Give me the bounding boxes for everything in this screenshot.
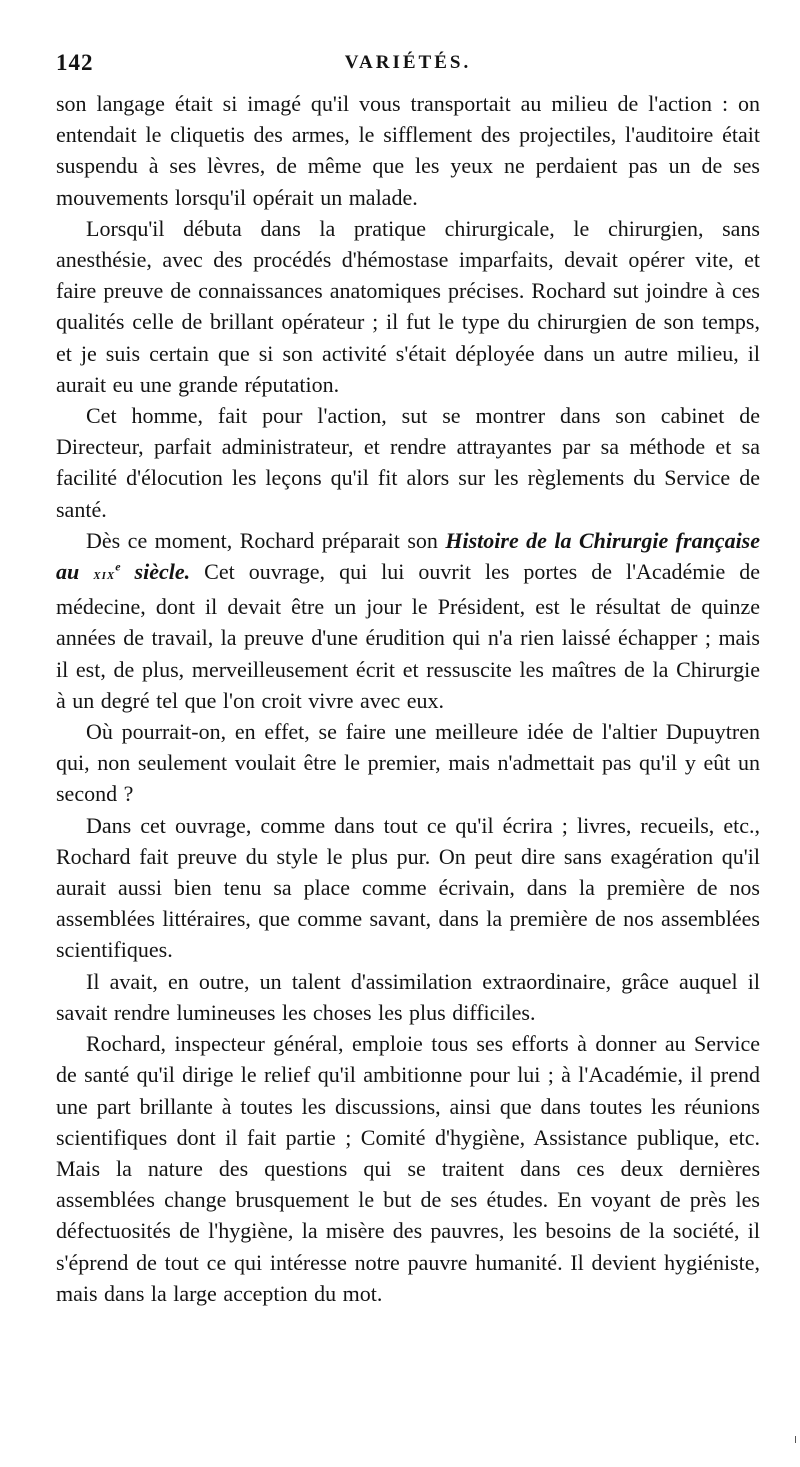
paragraph-2: Lorsqu'il débuta dans la pratique chirurgicale, le chirurgien, sans anesthésie, avec des procédés d'hémostase imparfaits, devait opérer vite, et faire preuve de connaissances anatomiques précises. Rochard sut joindre à ces qualités celle de brillant opérateur ; il fut le type du chirurgien de son temps, et je suis certain que si son activité s'était déployée dans un autre milieu, il aurait eu une grande réputation. [56, 215, 760, 397]
page-number: 142 [56, 50, 94, 75]
paragraph-4-rest: Cet ouvrage, qui lui ouvrit les portes de l'Académie de médecine, dont il devait être un jour le Président, est le résultat de quinze années de travail, la preuve d'une érudition qui n'a rien laissé échapper ; mais il est, de plus, merveilleusement écrit et ressuscite les maîtres de la Chirurgie à un degré tel que l'on croit vivre avec eux. [56, 559, 760, 713]
book-page [56, 50, 760, 1309]
running-head: VARIÉTÉS. [344, 52, 472, 73]
paragraph-1: son langage était si imagé qu'il vous transportait au milieu de l'action : on entendait le cliquetis des armes, le sifflement des projectiles, l'auditoire était suspendu à ses lèvres, de même que les yeux ne perdaient pas un de ses mouvements lorsqu'il opérait un malade. [56, 91, 760, 210]
paragraph-7: Il avait, en outre, un talent d'assimilation extraordinaire, grâce auquel il savait rendre lumineuses les choses les plus difficiles. [56, 968, 760, 1025]
book-title-start: Histoire de la Chirurgie française au [56, 527, 761, 585]
page-header [56, 50, 760, 84]
paragraph-4 [56, 525, 760, 716]
book-title-end: siècle. [120, 559, 191, 585]
margin-mark [795, 1436, 796, 1443]
book-title-century-sup: e [115, 559, 121, 574]
paragraph-4-intro: Dès ce moment, Rochard préparait son [86, 527, 446, 553]
book-title-century: xix [93, 567, 116, 584]
paragraph-3: Cet homme, fait pour l'action, sut se montrer dans son cabinet de Directeur, parfait administrateur, et rendre attrayantes par sa méthode et sa facilité d'élocution les leçons qu'il fit alors sur les règlements du Service de santé. [56, 403, 760, 522]
paragraph-8: Rochard, inspecteur général, emploie tous ses efforts à donner au Service de santé qu'il dirige le relief qu'il ambitionne pour lui ; à l'Académie, il prend une part brillante à toutes les discussions, ainsi que dans toutes les réunions scientifiques dont il fait partie ; Comité d'hygiène, Assistance publique, etc. Mais la nature des questions qui se traitent dans ces deux dernières assemblées change brusquement le but de ses études. En voyant de près les défectuosités de l'hygiène, la misère des pauvres, les besoins de la société, il s'éprend de tout ce qui intéresse notre pauvre humanité. Il devient hygiéniste, mais dans la large acception du mot. [56, 1031, 760, 1306]
body-text [56, 88, 760, 1309]
paragraph-6: Dans cet ouvrage, comme dans tout ce qu'il écrira ; livres, recueils, etc., Rochard fait preuve du style le plus pur. On peut dire sans exagération qu'il aurait aussi bien tenu sa place comme écrivain, dans la première de nos assemblées littéraires, que comme savant, dans la première de nos assemblées scientifiques. [56, 812, 760, 963]
paragraph-5: Où pourrait-on, en effet, se faire une meilleure idée de l'altier Dupuytren qui, non seulement voulait être le premier, mais n'admettait pas qu'il y eût un second ? [56, 719, 760, 807]
